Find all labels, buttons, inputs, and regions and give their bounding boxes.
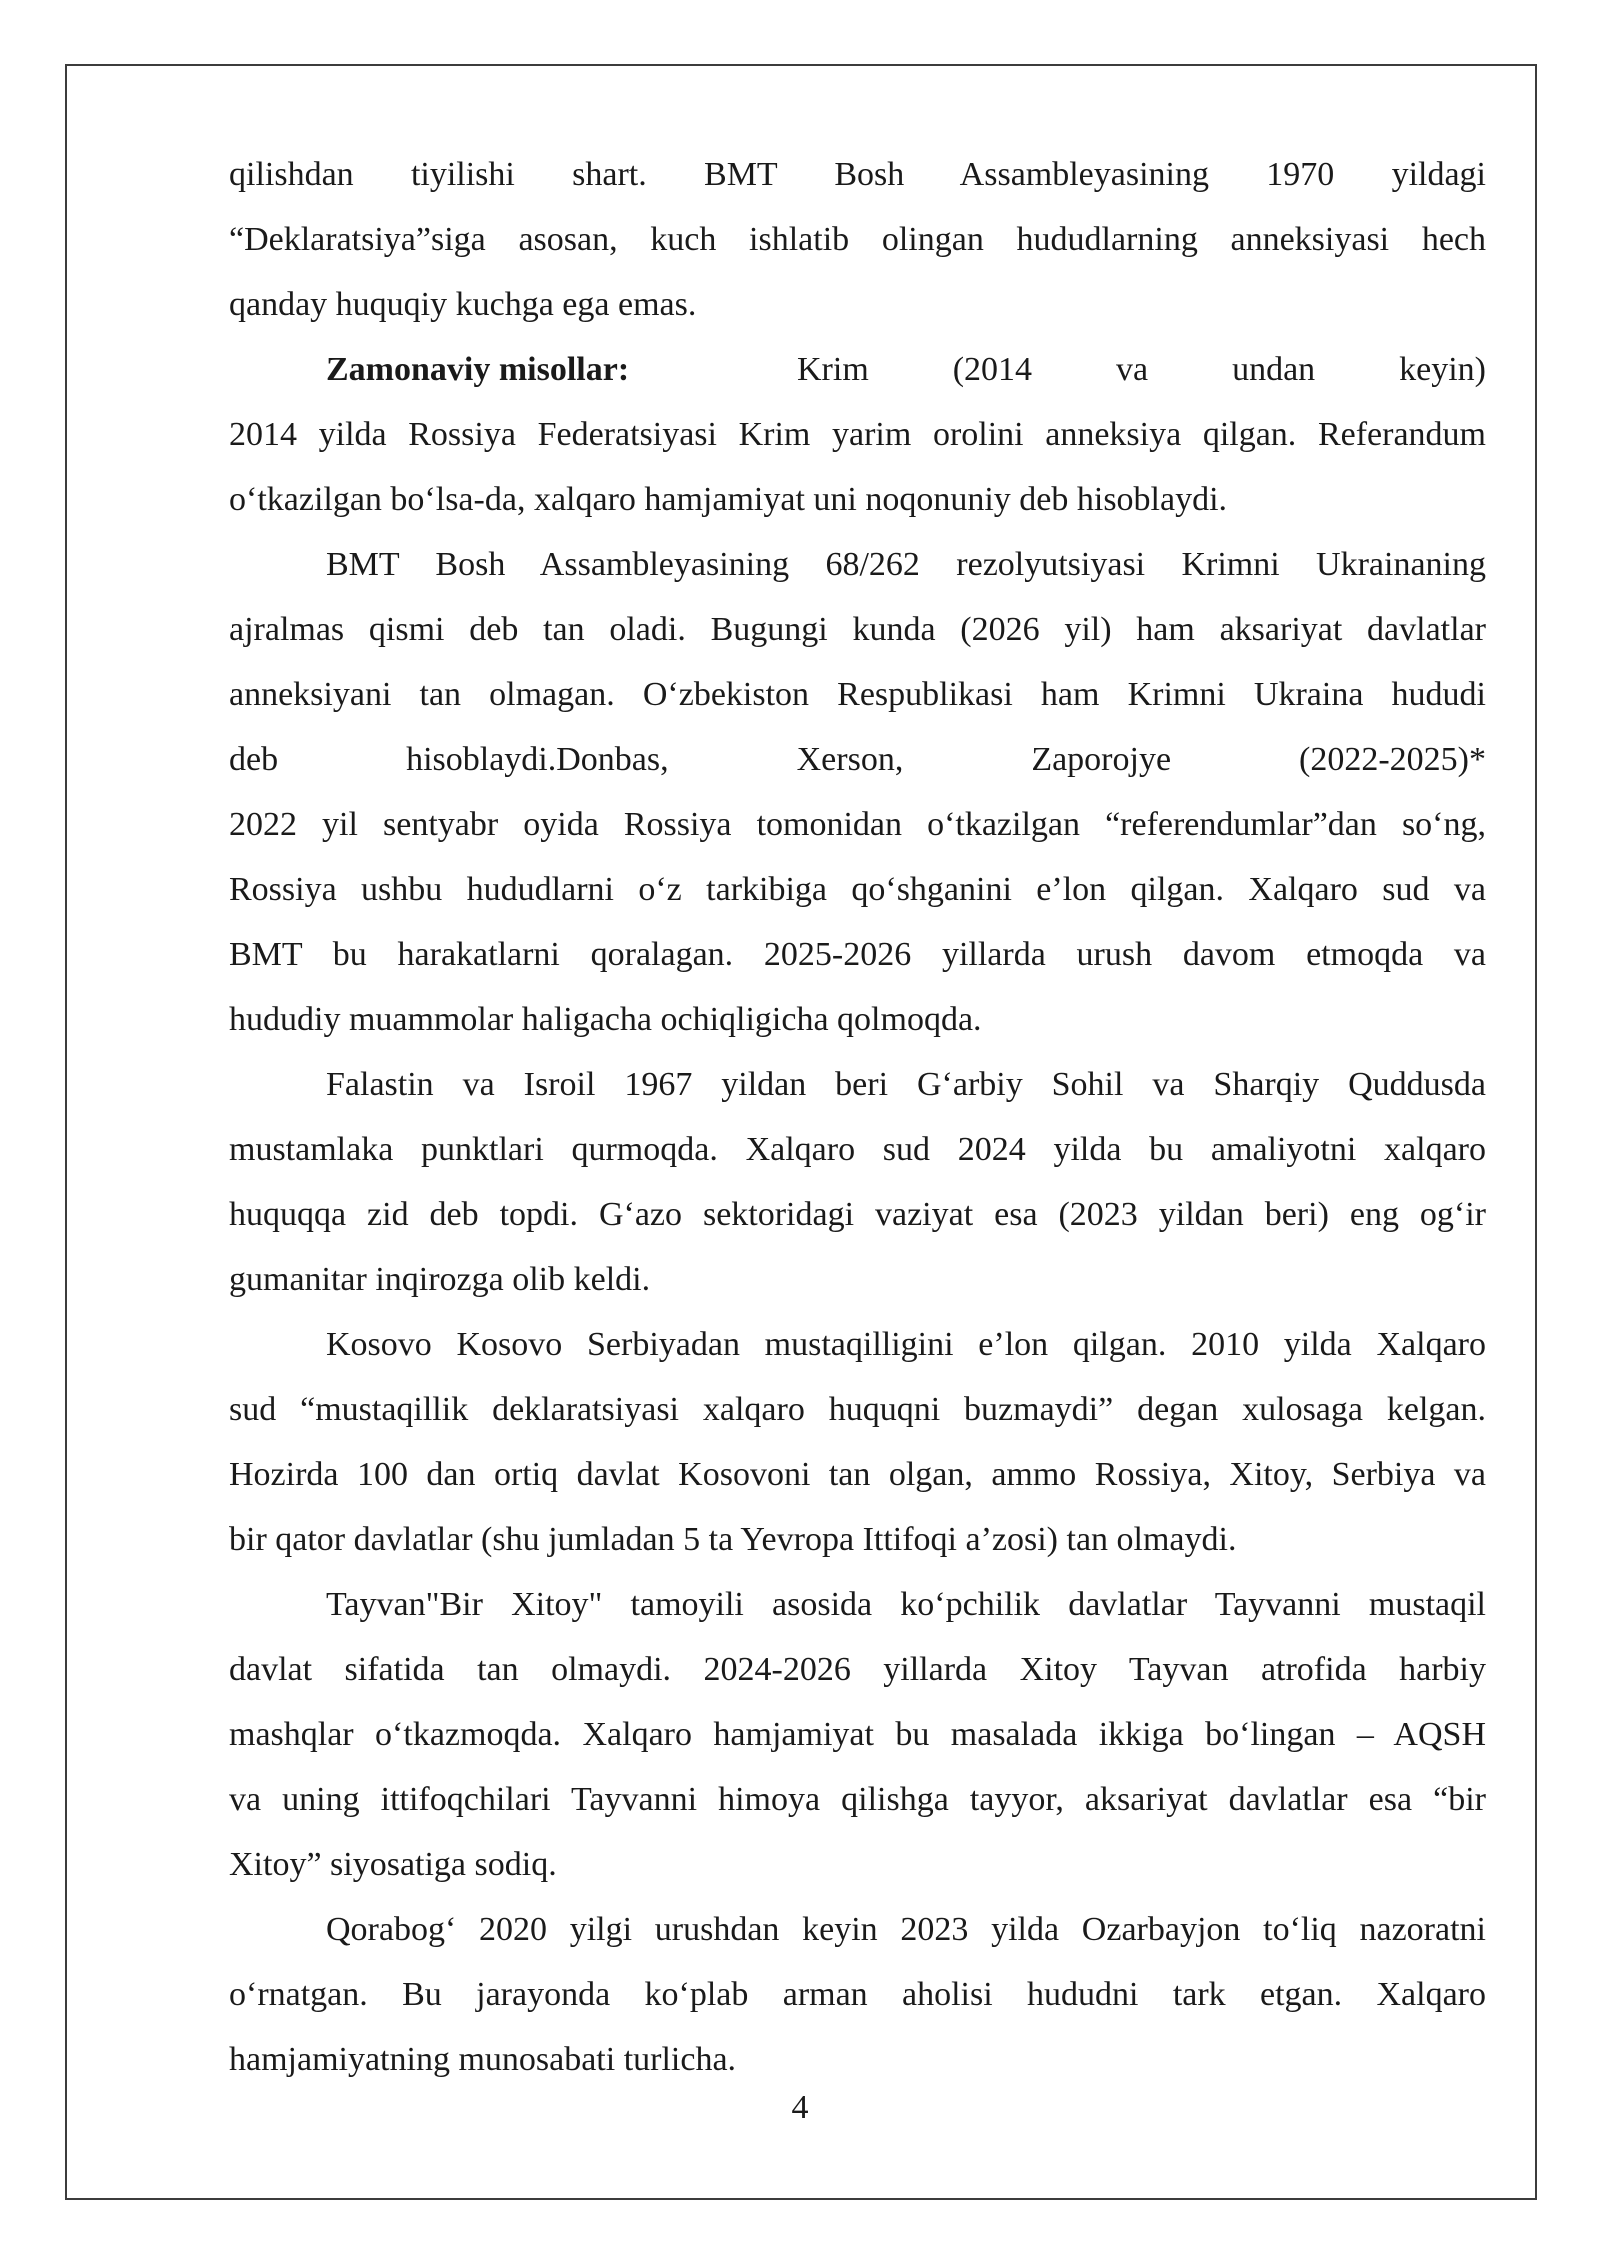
body-text <box>229 0 1486 2262</box>
text-line: anneksiyani tan olmagan. Oʻzbekiston Respublikasi ham Krimni Ukraina hududi <box>229 676 1486 713</box>
text-line: Kosovo Kosovo Serbiyadan mustaqilligini e’lon qilgan. 2010 yilda Xalqaro <box>326 1326 1486 1363</box>
text-line: sud “mustaqillik deklaratsiyasi xalqaro huquqni buzmaydi” degan xulosaga kelgan. <box>229 1391 1486 1428</box>
text-line: “Deklaratsiya”siga asosan, kuch ishlatib olingan hududlarning anneksiyasi hech <box>229 221 1486 258</box>
text-line: BMT Bosh Assambleyasining 68/262 rezolyutsiyasi Krimni Ukrainaning <box>326 546 1486 583</box>
text-line: Rossiya ushbu hududlarni oʻz tarkibiga qoʻshganini e’lon qilgan. Xalqaro sud va <box>229 871 1486 908</box>
text-line: Hozirda 100 dan ortiq davlat Kosovoni tan olgan, ammo Rossiya, Xitoy, Serbiya va <box>229 1456 1486 1493</box>
text-line: mashqlar oʻtkazmoqda. Xalqaro hamjamiyat bu masalada ikkiga boʻlingan – AQSH <box>229 1716 1486 1753</box>
text-line: bir qator davlatlar (shu jumladan 5 ta Yevropa Ittifoqi a’zosi) tan olmaydi. <box>229 1521 1237 1558</box>
text-line: qilishdan tiyilishi shart. BMT Bosh Assambleyasining 1970 yildagi <box>229 156 1486 193</box>
text-line: BMT bu harakatlarni qoralagan. 2025-2026 yillarda urush davom etmoqda va <box>229 936 1486 973</box>
text-line: hamjamiyatning munosabati turlicha. <box>229 2041 737 2078</box>
text-line: davlat sifatida tan olmaydi. 2024-2026 yillarda Xitoy Tayvan atrofida harbiy <box>229 1651 1486 1688</box>
text-line: va uning ittifoqchilari Tayvanni himoya qilishga tayyor, aksariyat davlatlar esa “bir <box>229 1781 1486 1818</box>
text-line: Tayvan"Bir Xitoy" tamoyili asosida koʻpchilik davlatlar Tayvanni mustaqil <box>326 1586 1486 1623</box>
section-heading-line <box>229 345 1486 395</box>
page-number: 4 <box>791 2089 809 2126</box>
text-line: mustamlaka punktlari qurmoqda. Xalqaro sud 2024 yilda bu amaliyotni xalqaro <box>229 1131 1486 1168</box>
text-line: Xitoy” siyosatiga sodiq. <box>229 1846 557 1883</box>
text-line: oʻtkazilgan boʻlsa-da, xalqaro hamjamiyat uni noqonuniy deb hisoblaydi. <box>229 481 1228 518</box>
text-line: Falastin va Isroil 1967 yildan beri Gʻarbiy Sohil va Sharqiy Quddusda <box>326 1066 1486 1103</box>
text-line: deb hisoblaydi.Donbas, Xerson, Zaporojye (2022-2025)* <box>229 741 1486 778</box>
text-line: ajralmas qismi deb tan oladi. Bugungi kunda (2026 yil) ham aksariyat davlatlar <box>229 611 1486 648</box>
text-line: 2022 yil sentyabr oyida Rossiya tomonidan oʻtkazilgan “referendumlar”dan soʻng, <box>229 806 1486 843</box>
text-line: qanday huquqiy kuchga ega emas. <box>229 286 697 323</box>
text-line: gumanitar inqirozga olib keldi. <box>229 1261 651 1298</box>
heading-text: Krim (2014 va undan keyin) <box>797 351 1486 388</box>
text-line: Qorabogʻ 2020 yilgi urushdan keyin 2023 yilda Ozarbayjon toʻliq nazoratni <box>326 1911 1486 1948</box>
text-line: 2014 yilda Rossiya Federatsiyasi Krim yarim orolini anneksiya qilgan. Referandum <box>229 416 1486 453</box>
text-line: huquqqa zid deb topdi. Gʻazo sektoridagi vaziyat esa (2023 yildan beri) eng ogʻir <box>229 1196 1486 1233</box>
section-heading: Zamonaviy misollar: <box>326 351 630 388</box>
text-line: oʻrnatgan. Bu jarayonda koʻplab arman aholisi hududni tark etgan. Xalqaro <box>229 1976 1486 2013</box>
text-line: hududiy muammolar haligacha ochiqligicha qolmoqda. <box>229 1001 982 1038</box>
